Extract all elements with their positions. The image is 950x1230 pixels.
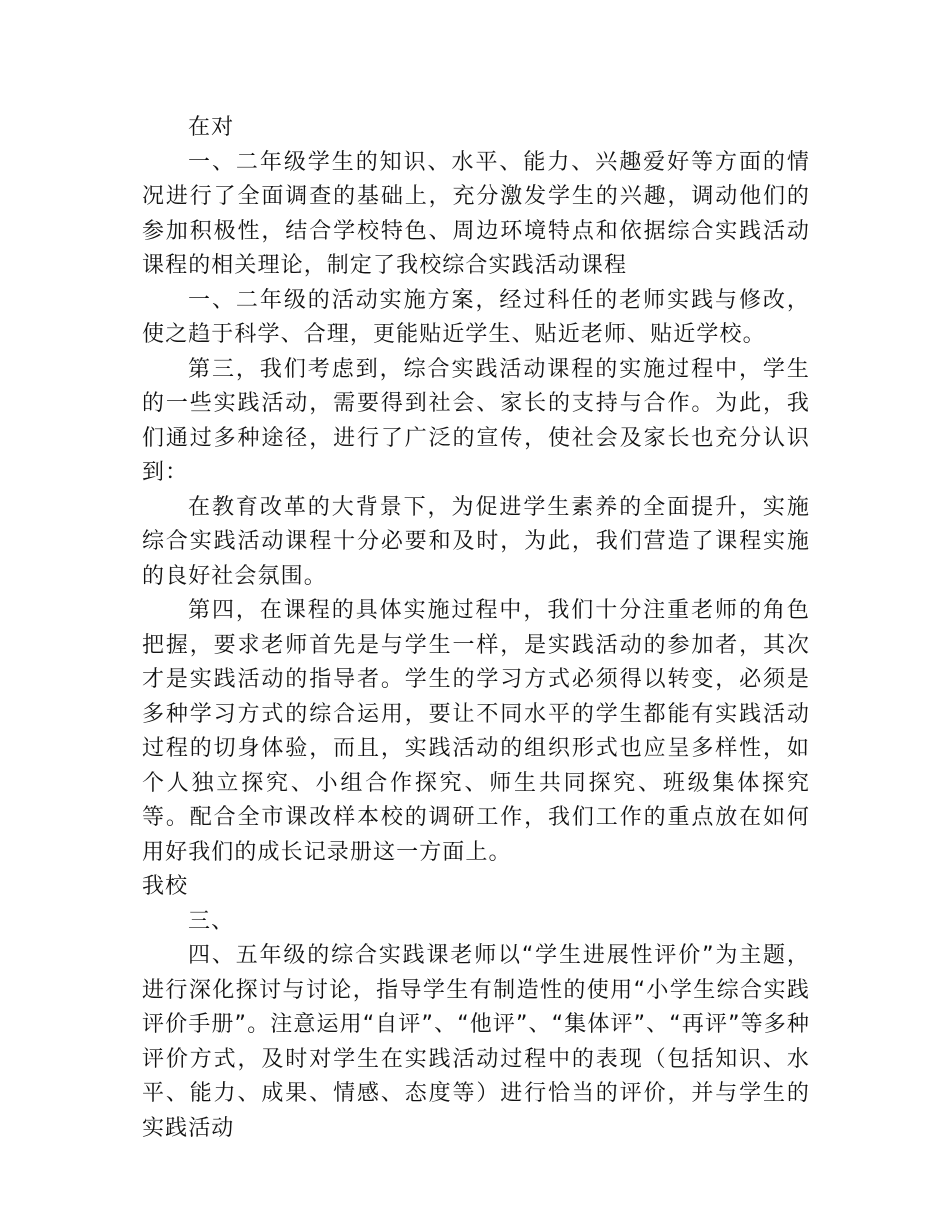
paragraph-8: 三、: [188, 908, 235, 934]
paragraph-6: 第四，在课程的具体实施过程中，我们十分注重老师的角色把握，要求老师首先是与学生一样，是实践活动的参加者，其次才是实践活动的指导者。学生的学习方式必须得以转变，必须是多种学习方式的综合运用，要让不同水平的学生都能有实践活动过程的切身体验，而且，实践活动的组织形式也应呈多样性，如个人独立探究、小组合作探究、师生共同探究、班级集体探究等。配合全市课改样本校的调研工作，我们工作的重点放在如何用好我们的成长记录册这一方面上。: [142, 598, 810, 865]
paragraph-1: 在对: [188, 115, 235, 140]
paragraph-9: 四、五年级的综合实践课老师以“学生进展性评价”为主题，进行深化探讨与讨论，指导学生有制造性的使用“小学生综合实践评价手册”。注意运用“自评”、“他评”、“集体评”、“再评”等多种评价方式，及时对学生在实践活动过程中的表现（包括知识、水平、能力、成果、情感、态度等）进行恰当的评价，并与学生的实践活动: [142, 943, 810, 1141]
paragraph-2: 一、二年级学生的知识、水平、能力、兴趣爱好等方面的情况进行了全面调查的基础上，充分激发学生的兴趣，调动他们的参加积极性，结合学校特色、周边环境特点和依据综合实践活动课程的相关理论，制定了我校综合实践活动课程: [142, 149, 810, 278]
paragraph-3: 一、二年级的活动实施方案，经过科任的老师实践与修改，使之趋于科学、合理，更能贴近学生、贴近老师、贴近学校。: [142, 287, 810, 347]
paragraph-4: 第三，我们考虑到，综合实践活动课程的实施过程中，学生的一些实践活动，需要得到社会、家长的支持与合作。为此，我们通过多种途径，进行了广泛的宣传，使社会及家长也充分认识到：: [142, 356, 810, 485]
document-body: [142, 111, 810, 1146]
paragraph-5: 在教育改革的大背景下，为促进学生素养的全面提升，实施综合实践活动课程十分必要和及时，为此，我们营造了课程实施的良好社会氛围。: [142, 494, 810, 589]
paragraph-7: 我校: [142, 874, 189, 899]
